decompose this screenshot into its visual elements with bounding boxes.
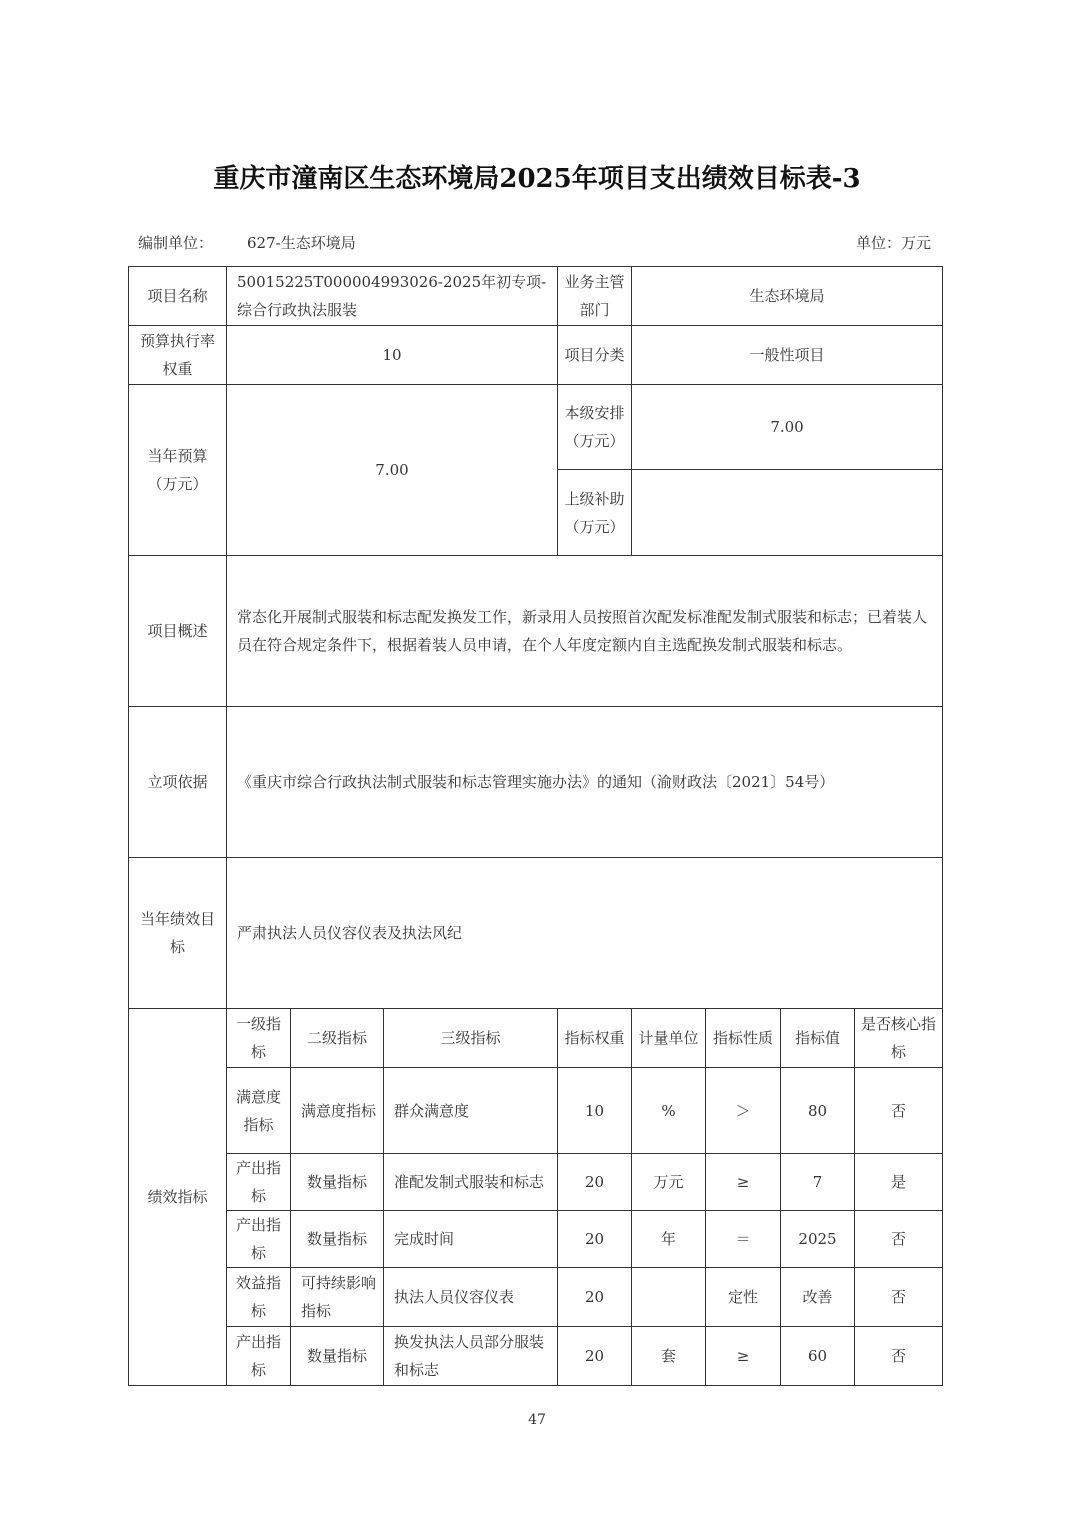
overview-value: 常态化开展制式服装和标志配发换发工作，新录用人员按照首次配发标准配发制式服装和标志；已着装人员在符合规定条件下，根据着装人员申请，在个人年度定额内自主选配换发制式服装和标志。 <box>227 556 943 707</box>
annual-budget-label: 当年预算（万元） <box>129 385 227 556</box>
indicator-value: 7 <box>781 1154 855 1211</box>
indicator-level1: 产出指标 <box>227 1154 291 1211</box>
indicator-weight: 20 <box>558 1268 632 1327</box>
performance-target-table <box>128 266 943 1386</box>
header-level3: 三级指标 <box>384 1009 558 1068</box>
indicator-unit <box>632 1268 706 1327</box>
indicator-weight: 20 <box>558 1211 632 1268</box>
indicator-row <box>129 1068 943 1154</box>
indicator-level3: 完成时间 <box>384 1211 558 1268</box>
goal-label: 当年绩效目标 <box>129 858 227 1009</box>
dept-value: 生态环境局 <box>632 267 943 326</box>
row-project-name <box>129 267 943 326</box>
indicator-weight: 10 <box>558 1068 632 1154</box>
indicator-row <box>129 1268 943 1327</box>
indicators-label: 绩效指标 <box>129 1009 227 1386</box>
row-budget-weight <box>129 326 943 385</box>
header-core: 是否核心指标 <box>855 1009 943 1068</box>
indicator-weight: 20 <box>558 1327 632 1386</box>
project-name-value: 50015225T000004993026-2025年初专项-综合行政执法服装 <box>227 267 558 326</box>
indicator-level2: 数量指标 <box>291 1211 384 1268</box>
indicator-level3: 群众满意度 <box>384 1068 558 1154</box>
indicator-value: 2025 <box>781 1211 855 1268</box>
row-overview <box>129 556 943 707</box>
header-weight: 指标权重 <box>558 1009 632 1068</box>
indicator-nature: ＝ <box>706 1211 781 1268</box>
subsidy-label: 上级补助（万元） <box>558 470 632 556</box>
budget-weight-value: 10 <box>227 326 558 385</box>
indicator-row <box>129 1211 943 1268</box>
indicator-nature: ≥ <box>706 1154 781 1211</box>
header-level2: 二级指标 <box>291 1009 384 1068</box>
indicator-level2: 数量指标 <box>291 1154 384 1211</box>
indicator-level3: 换发执法人员部分服装和标志 <box>384 1327 558 1386</box>
category-label: 项目分类 <box>558 326 632 385</box>
indicator-level2: 数量指标 <box>291 1327 384 1386</box>
annual-budget-value: 7.00 <box>227 385 558 556</box>
row-annual-budget <box>129 385 943 470</box>
indicator-nature: ≥ <box>706 1327 781 1386</box>
unit-label: 单位：万元 <box>855 234 931 252</box>
compile-unit <box>138 232 356 253</box>
goal-value: 严肃执法人员仪容仪表及执法风纪 <box>227 858 943 1009</box>
header-unit: 计量单位 <box>632 1009 706 1068</box>
category-value: 一般性项目 <box>632 326 943 385</box>
local-label: 本级安排（万元） <box>558 385 632 470</box>
indicator-value: 60 <box>781 1327 855 1386</box>
page-title: 重庆市潼南区生态环境局2025年项目支出绩效目标表-3 <box>213 164 861 194</box>
indicator-value: 80 <box>781 1068 855 1154</box>
indicator-unit: 年 <box>632 1211 706 1268</box>
row-basis <box>129 707 943 858</box>
header-value: 指标值 <box>781 1009 855 1068</box>
budget-weight-label: 预算执行率权重 <box>129 326 227 385</box>
indicator-header-row <box>129 1009 943 1068</box>
basis-value: 《重庆市综合行政执法制式服装和标志管理实施办法》的通知（渝财政法〔2021〕54号） <box>227 707 943 858</box>
indicator-unit: % <box>632 1068 706 1154</box>
indicator-unit: 套 <box>632 1327 706 1386</box>
indicator-core: 否 <box>855 1268 943 1327</box>
header-nature: 指标性质 <box>706 1009 781 1068</box>
project-name-label: 项目名称 <box>129 267 227 326</box>
basis-label: 立项依据 <box>129 707 227 858</box>
row-goal <box>129 858 943 1009</box>
indicator-core: 否 <box>855 1211 943 1268</box>
indicator-row <box>129 1327 943 1386</box>
page-number: 47 <box>528 1412 546 1428</box>
indicator-level1: 产出指标 <box>227 1327 291 1386</box>
indicator-nature: ＞ <box>706 1068 781 1154</box>
dept-label: 业务主管部门 <box>558 267 632 326</box>
indicator-value: 改善 <box>781 1268 855 1327</box>
indicator-unit: 万元 <box>632 1154 706 1211</box>
indicator-row <box>129 1154 943 1211</box>
header-level1: 一级指标 <box>227 1009 291 1068</box>
local-value: 7.00 <box>632 385 943 470</box>
compile-unit-label: 编制单位： <box>138 234 214 252</box>
indicator-weight: 20 <box>558 1154 632 1211</box>
indicator-core: 是 <box>855 1154 943 1211</box>
overview-label: 项目概述 <box>129 556 227 707</box>
subsidy-value <box>632 470 943 556</box>
indicator-nature: 定性 <box>706 1268 781 1327</box>
indicator-level2: 可持续影响指标 <box>291 1268 384 1327</box>
compile-unit-value: 627-生态环境局 <box>247 234 356 252</box>
indicator-core: 否 <box>855 1327 943 1386</box>
indicator-level1: 产出指标 <box>227 1211 291 1268</box>
indicator-level3: 执法人员仪容仪表 <box>384 1268 558 1327</box>
indicator-level1: 效益指标 <box>227 1268 291 1327</box>
indicator-core: 否 <box>855 1068 943 1154</box>
indicator-level2: 满意度指标 <box>291 1068 384 1154</box>
indicator-level3: 准配发制式服装和标志 <box>384 1154 558 1211</box>
indicator-level1: 满意度指标 <box>227 1068 291 1154</box>
